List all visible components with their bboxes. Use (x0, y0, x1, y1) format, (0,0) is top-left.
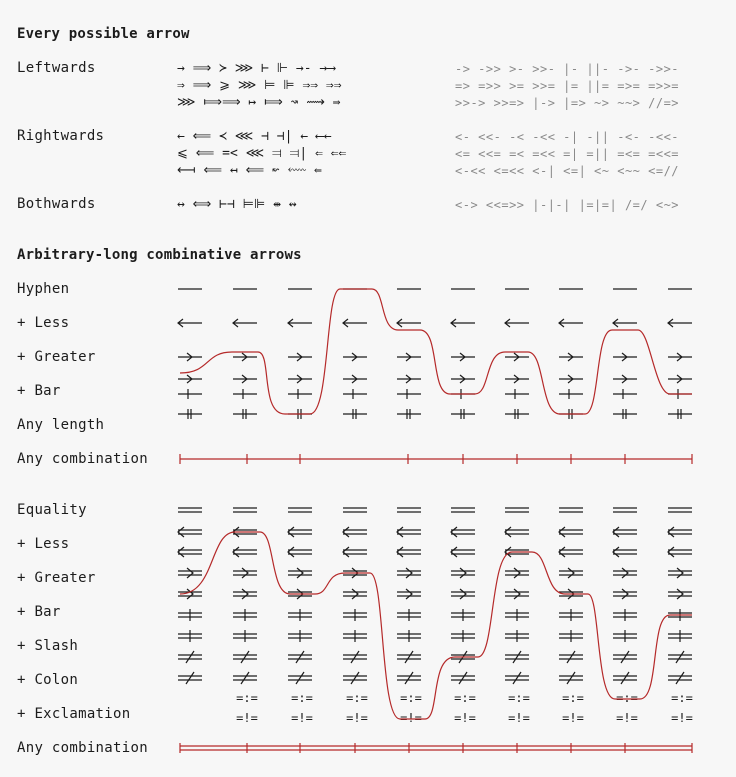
label-equality-colon: + Colon (17, 672, 79, 688)
label-equality-bar: + Bar (17, 604, 61, 620)
colon-arrow-cell: =:= (671, 691, 693, 705)
label-bothwards: Bothwards (17, 196, 96, 212)
any-combination-lines (180, 454, 692, 753)
colon-arrow-cell: =:= (454, 691, 476, 705)
slash-mark (621, 651, 629, 663)
colon-arrow-cell: =:= (346, 691, 368, 705)
less-head-mark (668, 547, 674, 557)
greater-head-mark (677, 568, 683, 578)
hyphen-combination-path (180, 289, 692, 414)
label-equality-any-combination: Any combination (17, 740, 148, 756)
slash-mark (513, 651, 521, 663)
exclamation-arrow-cell: =!= (671, 711, 693, 725)
less-head-mark (288, 547, 294, 557)
slash-mark (513, 672, 521, 684)
label-leftwards: Leftwards (17, 60, 96, 76)
label-hyphen: Hyphen (17, 281, 70, 297)
label-rightwards: Rightwards (17, 128, 105, 144)
slash-mark (296, 651, 304, 663)
greater-head-mark (297, 568, 303, 578)
slash-mark (351, 672, 359, 684)
greater-head-mark (352, 589, 358, 599)
slash-mark (405, 672, 413, 684)
less-head-mark (613, 527, 619, 537)
colon-arrow-cell: =:= (291, 691, 313, 705)
less-head-mark (397, 527, 403, 537)
leftwards-ascii-row-1: -> ->> >- >>- |- ||- ->- ->>- (455, 62, 680, 76)
equality-arrow-grid (178, 508, 692, 684)
greater-head-mark (514, 589, 520, 599)
greater-head-mark (242, 589, 248, 599)
less-head-mark (343, 527, 349, 537)
less-head-mark (668, 527, 674, 537)
exclamation-arrow-cell: =!= (400, 711, 422, 725)
less-head-mark (397, 547, 403, 557)
label-equality-less: + Less (17, 536, 70, 552)
greater-head-mark (677, 589, 683, 599)
less-head-mark (559, 527, 565, 537)
greater-head-mark (460, 568, 466, 578)
slash-mark (241, 672, 249, 684)
slash-mark (296, 672, 304, 684)
slash-mark (567, 651, 575, 663)
greater-head-mark (406, 589, 412, 599)
less-head-mark (288, 527, 294, 537)
label-hyphen-less: + Less (17, 315, 70, 331)
heading-every-possible-arrow: Every possible arrow (17, 26, 190, 42)
less-head-mark (178, 547, 184, 557)
greater-head-mark (622, 568, 628, 578)
slash-mark (621, 672, 629, 684)
greater-head-mark (242, 568, 248, 578)
colon-arrow-cell: =:= (236, 691, 258, 705)
leftwards-glyphs-row-1: → ⟹ ≻ ⋙ ⊢ ⊩ →- →⟶ (177, 61, 336, 76)
leftwards-ascii-row-2: => =>> >= >>= |= ||= =>= =>>= (455, 79, 680, 93)
exclamation-arrow-cell: =!= (454, 711, 476, 725)
rightwards-ascii-row-2: <= <<= =< =<< =| =|| =<= =<<= (455, 147, 680, 161)
greater-head-mark (622, 589, 628, 599)
rightwards-glyphs-row-1: ← ⟸ ≺ ⋘ ⊣ ⊣| ← ⟵← (177, 129, 332, 144)
label-hyphen-any-combination: Any combination (17, 451, 148, 467)
greater-head-mark (514, 568, 520, 578)
exclamation-arrow-cell: =!= (616, 711, 638, 725)
less-head-mark (451, 527, 457, 537)
slash-mark (241, 651, 249, 663)
slash-mark (186, 651, 194, 663)
greater-head-mark (460, 589, 466, 599)
less-head-mark (178, 527, 184, 537)
leftwards-glyphs-row-2: ⇒ ⟹ ⩾ ⋙ ⊨ ⊫ ⇒⇒ ⇒⇒ (177, 78, 342, 93)
greater-head-mark (187, 568, 193, 578)
less-head-mark (505, 527, 511, 537)
colon-arrow-cell: =:= (616, 691, 638, 705)
hyphen-arrow-grid (178, 289, 692, 419)
greater-head-mark (568, 568, 574, 578)
exclamation-arrow-cell: =!= (346, 711, 368, 725)
less-head-mark (559, 547, 565, 557)
bothwards-glyphs: ↔ ⟺ ⊢⊣ ⊨⊫ ⇹ ↭ (177, 197, 297, 212)
label-equality: Equality (17, 502, 87, 518)
greater-head-mark (406, 568, 412, 578)
colon-arrow-cell: =:= (400, 691, 422, 705)
label-hyphen-bar: + Bar (17, 383, 61, 399)
colon-arrow-cell: =:= (508, 691, 530, 705)
label-any-length: Any length (17, 417, 105, 433)
label-equality-greater: + Greater (17, 570, 96, 586)
less-head-mark (233, 547, 239, 557)
leftwards-ascii-row-3: >>-> >>=> |-> |=> ~> ~~> //=> (455, 96, 680, 110)
less-head-mark (451, 547, 457, 557)
heading-combinative-arrows: Arbitrary-long combinative arrows (17, 247, 302, 263)
exclamation-arrow-cell: =!= (236, 711, 258, 725)
slash-mark (186, 672, 194, 684)
rightwards-glyphs-row-2: ⩽ ⟸ =< ⋘ ⫤ ⫤| ⇐ ⇐⇐ (177, 146, 347, 161)
slash-mark (351, 651, 359, 663)
bothwards-ascii: <-> <<=>> |-|-| |=|=| /=/ <~> (455, 198, 680, 212)
exclamation-arrow-cell: =!= (508, 711, 530, 725)
slash-mark (676, 672, 684, 684)
rightwards-glyphs-row-3: ⟻ ⟸ ↤ ⟸ ↜ ⬳ ⇚ (177, 163, 322, 178)
equality-combination-path (180, 532, 692, 719)
exclamation-arrow-cell: =!= (291, 711, 313, 725)
slash-mark (567, 672, 575, 684)
leftwards-glyphs-row-3: ⋙ ⟾⟹ ↦ ⟾ ↝ ⟿ ⇛ (177, 95, 341, 110)
label-equality-exclamation: + Exclamation (17, 706, 131, 722)
rightwards-ascii-row-1: <- <<- -< -<< -| -|| -<- -<<- (455, 130, 680, 144)
colon-arrow-cell: =:= (562, 691, 584, 705)
rightwards-ascii-row-3: <-<< <=<< <-| <=| <~ <~~ <=// (455, 164, 680, 178)
label-equality-slash: + Slash (17, 638, 79, 654)
less-head-mark (613, 547, 619, 557)
exclamation-arrow-cell: =!= (562, 711, 584, 725)
label-hyphen-greater: + Greater (17, 349, 96, 365)
less-head-mark (343, 547, 349, 557)
slash-mark (676, 651, 684, 663)
slash-mark (459, 672, 467, 684)
slash-mark (405, 651, 413, 663)
